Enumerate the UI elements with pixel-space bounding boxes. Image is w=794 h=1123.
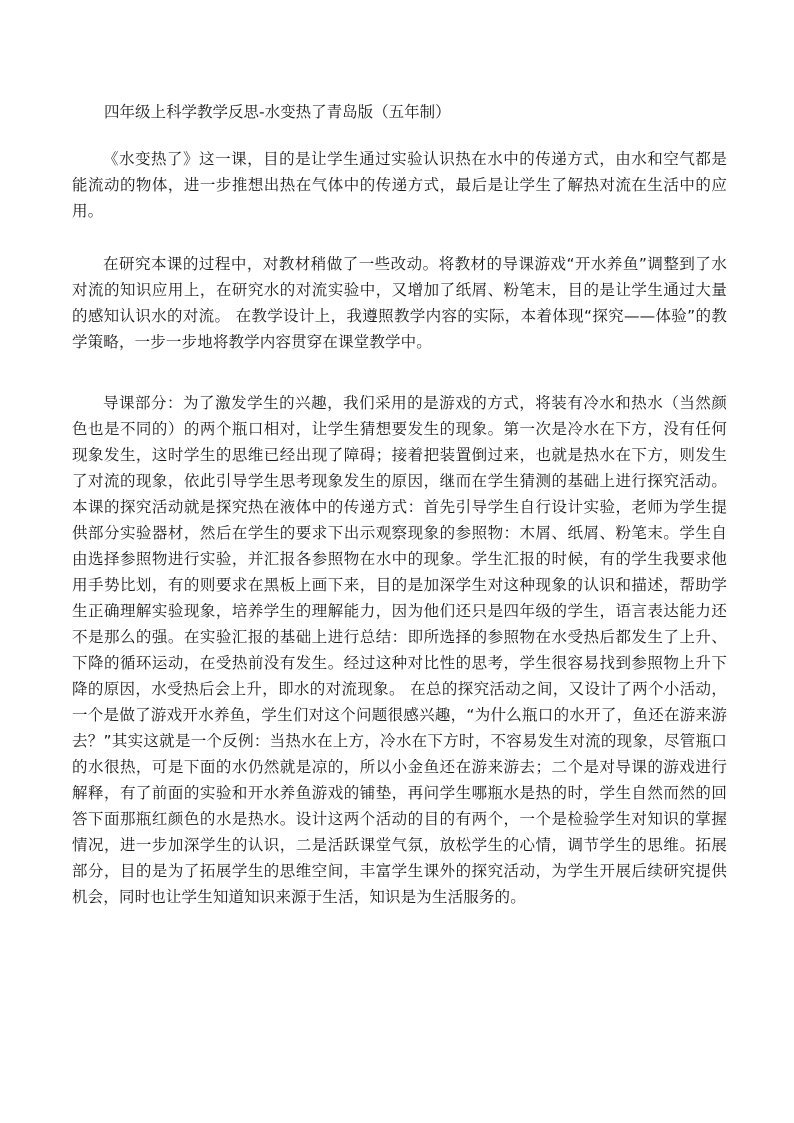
paragraph-intro: 《水变热了》这一课，目的是让学生通过实验认识热在水中的传递方式，由水和空气都是能流动的物体，进一步推想出热在气体中的传递方式，最后是让学生了解热对流在生活中的应用。 [72,150,727,220]
document-title: 四年级上科学教学反思-水变热了青岛版（五年制） [104,103,451,121]
paragraph-research: 在研究本课的过程中，对教材稍做了一些改动。将教材的导课游戏“开水养鱼”调整到了水对流的知识应用上，在研究水的对流实验中，又增加了纸屑、粉笔末，目的是让学生通过大量的感知认识水的对流。 在教学设计上，我遵照教学内容的实际，本着体现“探究——体验”的教学策略，一步一步地将教学内容贯穿在课堂教学中。 [72,255,727,351]
paragraph-lesson-detail: 导课部分：为了激发学生的兴趣，我们采用的是游戏的方式，将装有冷水和热水（当然颜色也是不同的）的两个瓶口相对，让学生猜想要发生的现象。第一次是冷水在下方，没有任何现象发生，这时学生的思维已经出现了障碍；接着把装置倒过来，也就是热水在下方，则发生了对流的现象，依此引导学生思考现象发生的原因，继而在学生猜测的基础上进行探究活动。本课的探究活动就是探究热在液体中的传递方式：首先引导学生自行设计实验，老师为学生提供部分实验器材，然后在学生的要求下出示观察现象的参照物：木屑、纸屑、粉笔末。学生自由选择参照物进行实验，并汇报各参照物在水中的现象。学生汇报的时候，有的学生我要求他用手势比划，有的则要求在黑板上画下来，目的是加深学生对这种现象的认识和描述，帮助学生正确理解实验现象，培养学生的理解能力，因为他们还只是四年级的学生，语言表达能力还不是那么的强。在实验汇报的基础上进行总结：即所选择的参照物在水受热后都发生了上升、下降的循环运动，在受热前没有发生。经过这种对比性的思考，学生很容易找到参照物上升下降的原因，水受热后会上升，即水的对流现象。 在总的探究活动之间，又设计了两个小活动，一个是做了游戏开水养鱼，学生们对这个问题很感兴趣，“为什么瓶口的水开了，鱼还在游来游去？”其实这就是一个反例：当热水在上方，冷水在下方时，不容易发生对流的现象，尽管瓶口的水很热，可是下面的水仍然就是凉的，所以小金鱼还在游来游去；二个是对导课的游戏进行解释，有了前面的实验和开水养鱼游戏的铺垫，再问学生哪瓶水是热的时，学生自然而然的回答下面那瓶红颜色的水是热水。设计这两个活动的目的有两个，一个是检验学生对知识的掌握情况，进一步加深学生的认识，二是活跃课堂气氛，放松学生的心情，调节学生的思维。拓展部分，目的是为了拓展学生的思维空间，丰富学生课外的探究活动，为学生开展后续研究提供机会，同时也让学生知道知识来源于生活，知识是为生活服务的。 [72,394,727,906]
